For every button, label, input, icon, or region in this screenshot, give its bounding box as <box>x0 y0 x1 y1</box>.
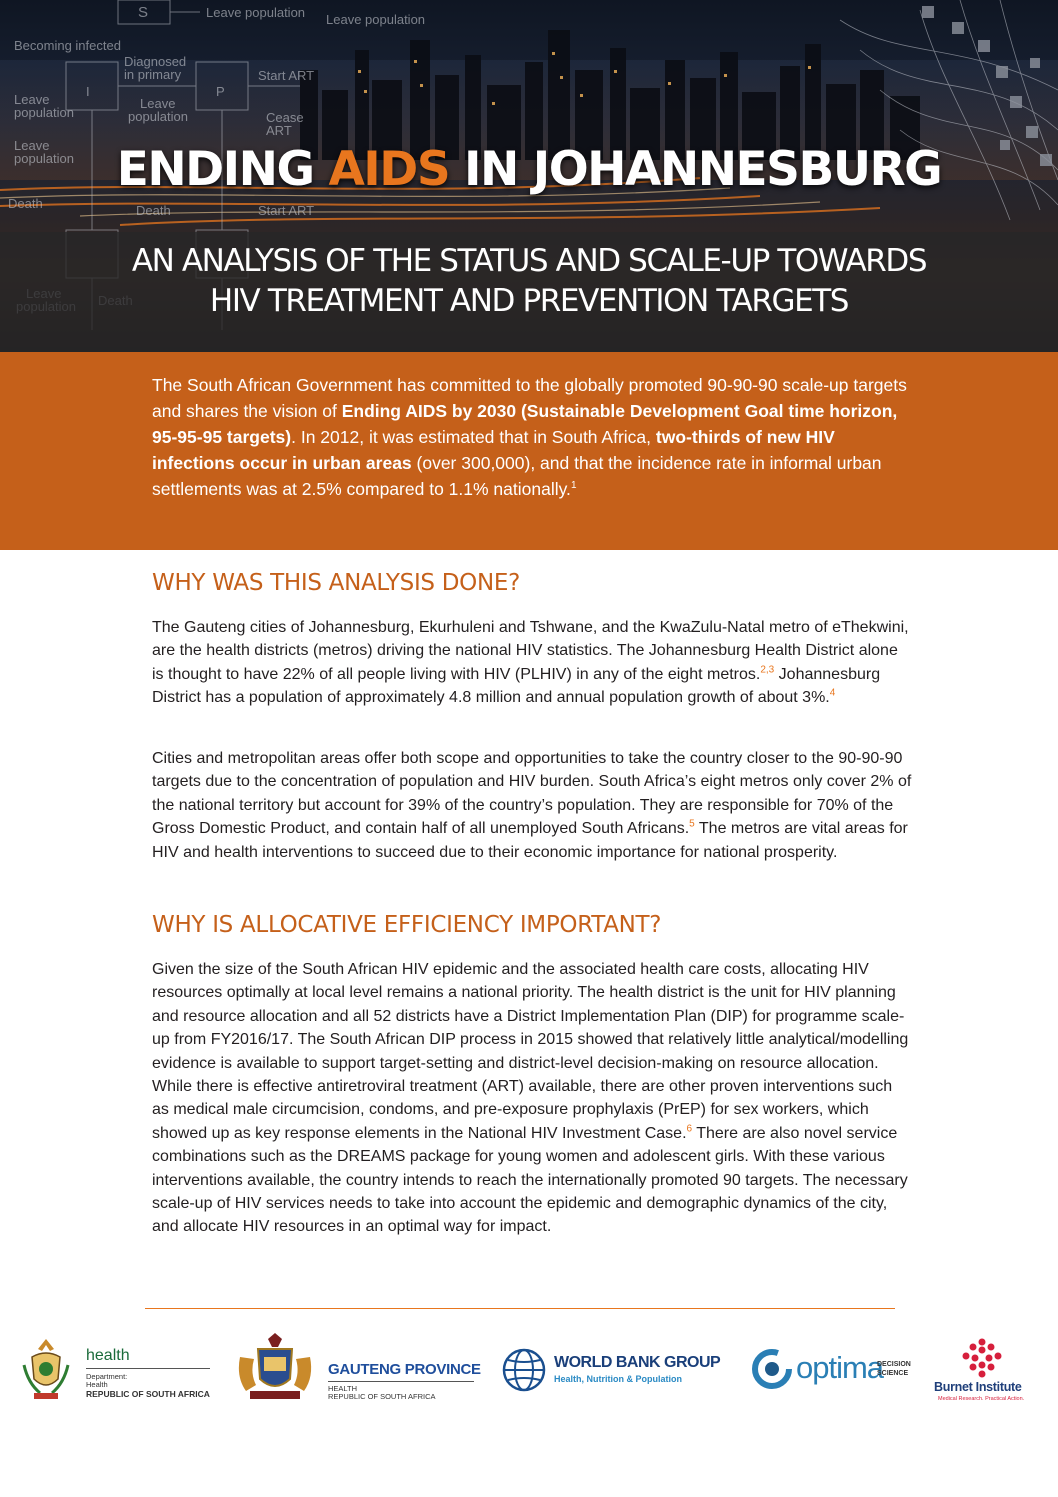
diagram-diagnosed-1: Diagnosed <box>124 54 187 69</box>
worldbank-logo-name: WORLD BANK GROUP <box>554 1354 721 1371</box>
health-logo-line2: Health <box>86 1380 108 1389</box>
diagram-box-p: P <box>216 84 225 99</box>
gauteng-logo-line2: REPUBLIC OF SOUTH AFRICA <box>328 1392 436 1401</box>
health-logo-line1: Department: <box>86 1372 128 1381</box>
section1-p2-text-a: Cities and metropolitan areas offer both scope and opportunities to take the country closer to the 90-90-90 targets due to the concentration of population and HIV burden. South Africa’s eight metros only cover 2% of the national territory but account for 39% of the country’s population. They are responsible for 70% of the Gross Domestic Product, and contain half of all unemployed South Africans. <box>152 750 912 838</box>
burnet-logo-name: Burnet Institute <box>934 1380 1022 1394</box>
optima-logo-name: optima <box>796 1350 884 1385</box>
city-skyline <box>300 30 920 160</box>
logo-gauteng-province <box>232 1333 482 1405</box>
footnote-ref-5: 5 <box>689 818 695 830</box>
section2-paragraph-1 <box>152 958 912 1239</box>
section-heading-analysis: WHY WAS THIS ANALYSIS DONE? <box>152 570 520 596</box>
title-accent-aids: AIDS <box>328 142 450 197</box>
subtitle-line-2: HIV TREATMENT AND PREVENTION TARGETS <box>209 283 849 319</box>
diagram-box-i: I <box>86 84 90 99</box>
intro-text-1: The South African Government has committed to the globally promoted 90-90-90 scale-up targets and shares the vision of <box>152 375 907 421</box>
logo-world-bank <box>502 1348 732 1394</box>
title-part-1: ENDING <box>116 142 329 197</box>
diagram-cease-art-1: Cease <box>266 110 304 125</box>
page-title <box>0 142 1058 197</box>
intro-band <box>0 352 1058 550</box>
diagram-death-2: Death <box>136 203 171 218</box>
diagram-leave-label-1: Leave population <box>206 5 306 20</box>
intro-text-2: . In 2012, it was estimated that in South Africa, <box>291 427 656 447</box>
section2-p1-text-a: Given the size of the South African HIV epidemic and the associated health care costs, allocating HIV resources optimally at local level remains a national priority. The health district is the unit for HIV planning and resource allocation and all 52 districts have a District Implementation Plan (DIP) for programme scale-up from FY2016/17. The South African DIP process in 2015 showed that relatively little analytical/modelling evidence is available to support target-setting and district-level decision-making on resource allocation. While there is effective antiretroviral treatment (ART) available, there are other proven interventions such as medical male circumcision, condoms, and pre-exposure prophylaxis (PrEP) for sex workers, which showed up as key response elements in the National HIV Investment Case. <box>152 961 909 1142</box>
diagram-leave-label-2: Leave population <box>326 12 426 27</box>
diagram-death-1: Death <box>8 196 43 211</box>
diagram-leave-b2: population <box>128 109 188 124</box>
optima-ring-icon <box>750 1347 794 1391</box>
logo-burnet-institute <box>932 1338 1036 1408</box>
intro-text-3: (over 300,000), and that the incidence rate in informal urban settlements was at 2.5% compared to 1.1% nationally. <box>152 453 882 499</box>
footnote-ref-6: 6 <box>686 1123 693 1135</box>
intro-paragraph <box>152 372 912 502</box>
coat-of-arms-icon <box>20 1335 72 1401</box>
health-logo-line3: REPUBLIC OF SOUTH AFRICA <box>86 1389 210 1399</box>
footnote-ref-2-3: 2,3 <box>760 664 775 676</box>
intro-bold-2: two-thirds of new HIV infections occur in urban areas <box>152 427 835 473</box>
diagram-leave-b1: Leave <box>140 96 176 111</box>
diagram-leave-c1: Leave <box>14 138 50 153</box>
section1-p2-text-b: The metros are vital areas for HIV and health interventions to succeed due to their economic importance for national prosperity. <box>152 820 908 861</box>
section2-p1-text-b: There are also novel service combinations such as the DREAMS package for young women and adolescent girls. With these various interventions available, the country intends to reach the internationally promoted 90 targets. The necessary scale-up of HIV services needs to take into account the epidemic and demographic dynamics of the city, and allocate HIV resources in an optimal way for impact. <box>152 1124 908 1236</box>
health-logo-name: health <box>86 1347 130 1364</box>
section1-p1-text-b: Johannesburg District has a population of approximately 4.8 million and annual population growth of about 3%. <box>152 665 881 707</box>
globe-icon <box>502 1348 546 1392</box>
footnote-ref-1: 1 <box>570 480 577 492</box>
gauteng-logo-name: GAUTENG PROVINCE <box>328 1361 481 1378</box>
footer-divider <box>145 1308 895 1309</box>
burnet-logo-tagline: Medical Research. Practical Action. <box>938 1396 1025 1402</box>
burnet-dots-icon <box>960 1338 1004 1378</box>
diagram-leave-c2: population <box>14 151 74 166</box>
section-heading-allocative: WHY IS ALLOCATIVE EFFICIENCY IMPORTANT? <box>152 912 662 938</box>
hero-banner <box>0 0 1058 352</box>
diagram-start-art-1: Start ART <box>258 68 315 83</box>
subtitle-line-1: AN ANALYSIS OF THE STATUS AND SCALE-UP TOWARDS <box>131 243 927 279</box>
optima-logo-line2: SCIENCE <box>877 1370 909 1377</box>
footnote-ref-4: 4 <box>829 687 836 699</box>
section1-p1-text-a: The Gauteng cities of Johannesburg, Ekurhuleni and Tshwane, and the KwaZulu-Natal metro of eThekwini, are the health districts (metros) driving the national HIV statistics. The Johannesburg Health District alone is thought to have 22% of all people living with HIV (PLHIV) in any of the eight metros. <box>152 619 909 683</box>
diagram-cease-art-2: ART <box>266 123 292 138</box>
section1-paragraph-1 <box>152 616 912 710</box>
gauteng-logo-line1: HEALTH <box>328 1384 358 1393</box>
diagram-leave-a2: population <box>14 105 74 120</box>
optima-logo-line1: DECISION <box>877 1361 911 1368</box>
title-part-2: IN JOHANNESBURG <box>449 142 942 197</box>
intro-bold-1: Ending AIDS by 2030 (Sustainable Development Goal time horizon, 95-95-95 targets) <box>152 401 898 447</box>
diagram-leave-a1: Leave <box>14 92 50 107</box>
worldbank-logo-tagline: Health, Nutrition & Population <box>554 1374 682 1384</box>
diagram-start-art-2: Start ART <box>258 203 315 218</box>
diagram-diagnosed-2: in primary <box>124 67 182 82</box>
gauteng-crest-icon <box>232 1333 318 1403</box>
logo-health-department <box>20 1335 220 1405</box>
diagram-s-box: S <box>138 4 149 21</box>
logo-optima <box>750 1347 920 1393</box>
diagram-becoming-infected: Becoming infected <box>14 38 121 53</box>
section1-paragraph-2 <box>152 747 912 864</box>
